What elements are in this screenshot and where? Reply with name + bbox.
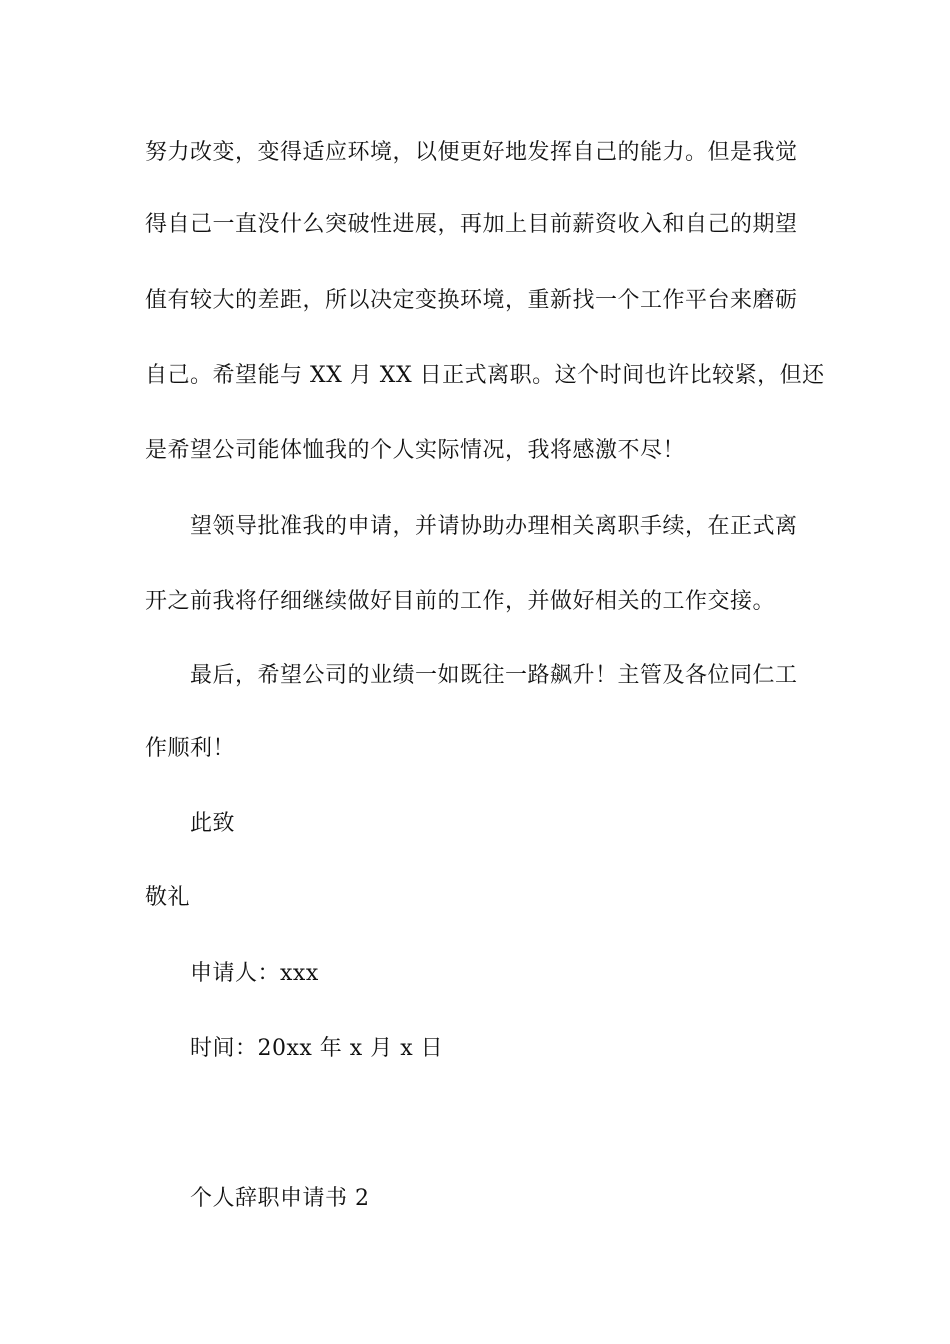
applicant-line: 申请人：xxx [190, 961, 319, 986]
paragraph-line: 值有较大的差距，所以决定变换环境，重新找一个工作平台来磨砺 [145, 288, 798, 313]
paragraph-line: 得自己一直没什么突破性进展，再加上目前薪资收入和自己的期望 [145, 212, 798, 237]
paragraph-line: 望领导批准我的申请，并请协助办理相关离职手续，在正式离 [190, 514, 798, 539]
next-section-title: 个人辞职申请书 2 [190, 1186, 370, 1211]
date-line: 时间：20xx 年 x 月 x 日 [190, 1036, 444, 1061]
paragraph-line: 自己。希望能与 XX 月 XX 日正式离职。这个时间也许比较紧，但还 [145, 363, 825, 388]
paragraph-line: 是希望公司能体恤我的个人实际情况，我将感激不尽！ [145, 438, 686, 463]
paragraph-line: 努力改变，变得适应环境，以便更好地发挥自己的能力。但是我觉 [145, 140, 798, 165]
paragraph-line: 开之前我将仔细继续做好目前的工作，并做好相关的工作交接。 [145, 589, 776, 614]
closing-respect: 敬礼 [145, 885, 191, 910]
paragraph-line: 最后，希望公司的业绩一如既往一路飙升！主管及各位同仁工 [190, 663, 798, 688]
closing-salutation: 此致 [190, 811, 236, 836]
paragraph-line: 作顺利！ [145, 736, 236, 761]
